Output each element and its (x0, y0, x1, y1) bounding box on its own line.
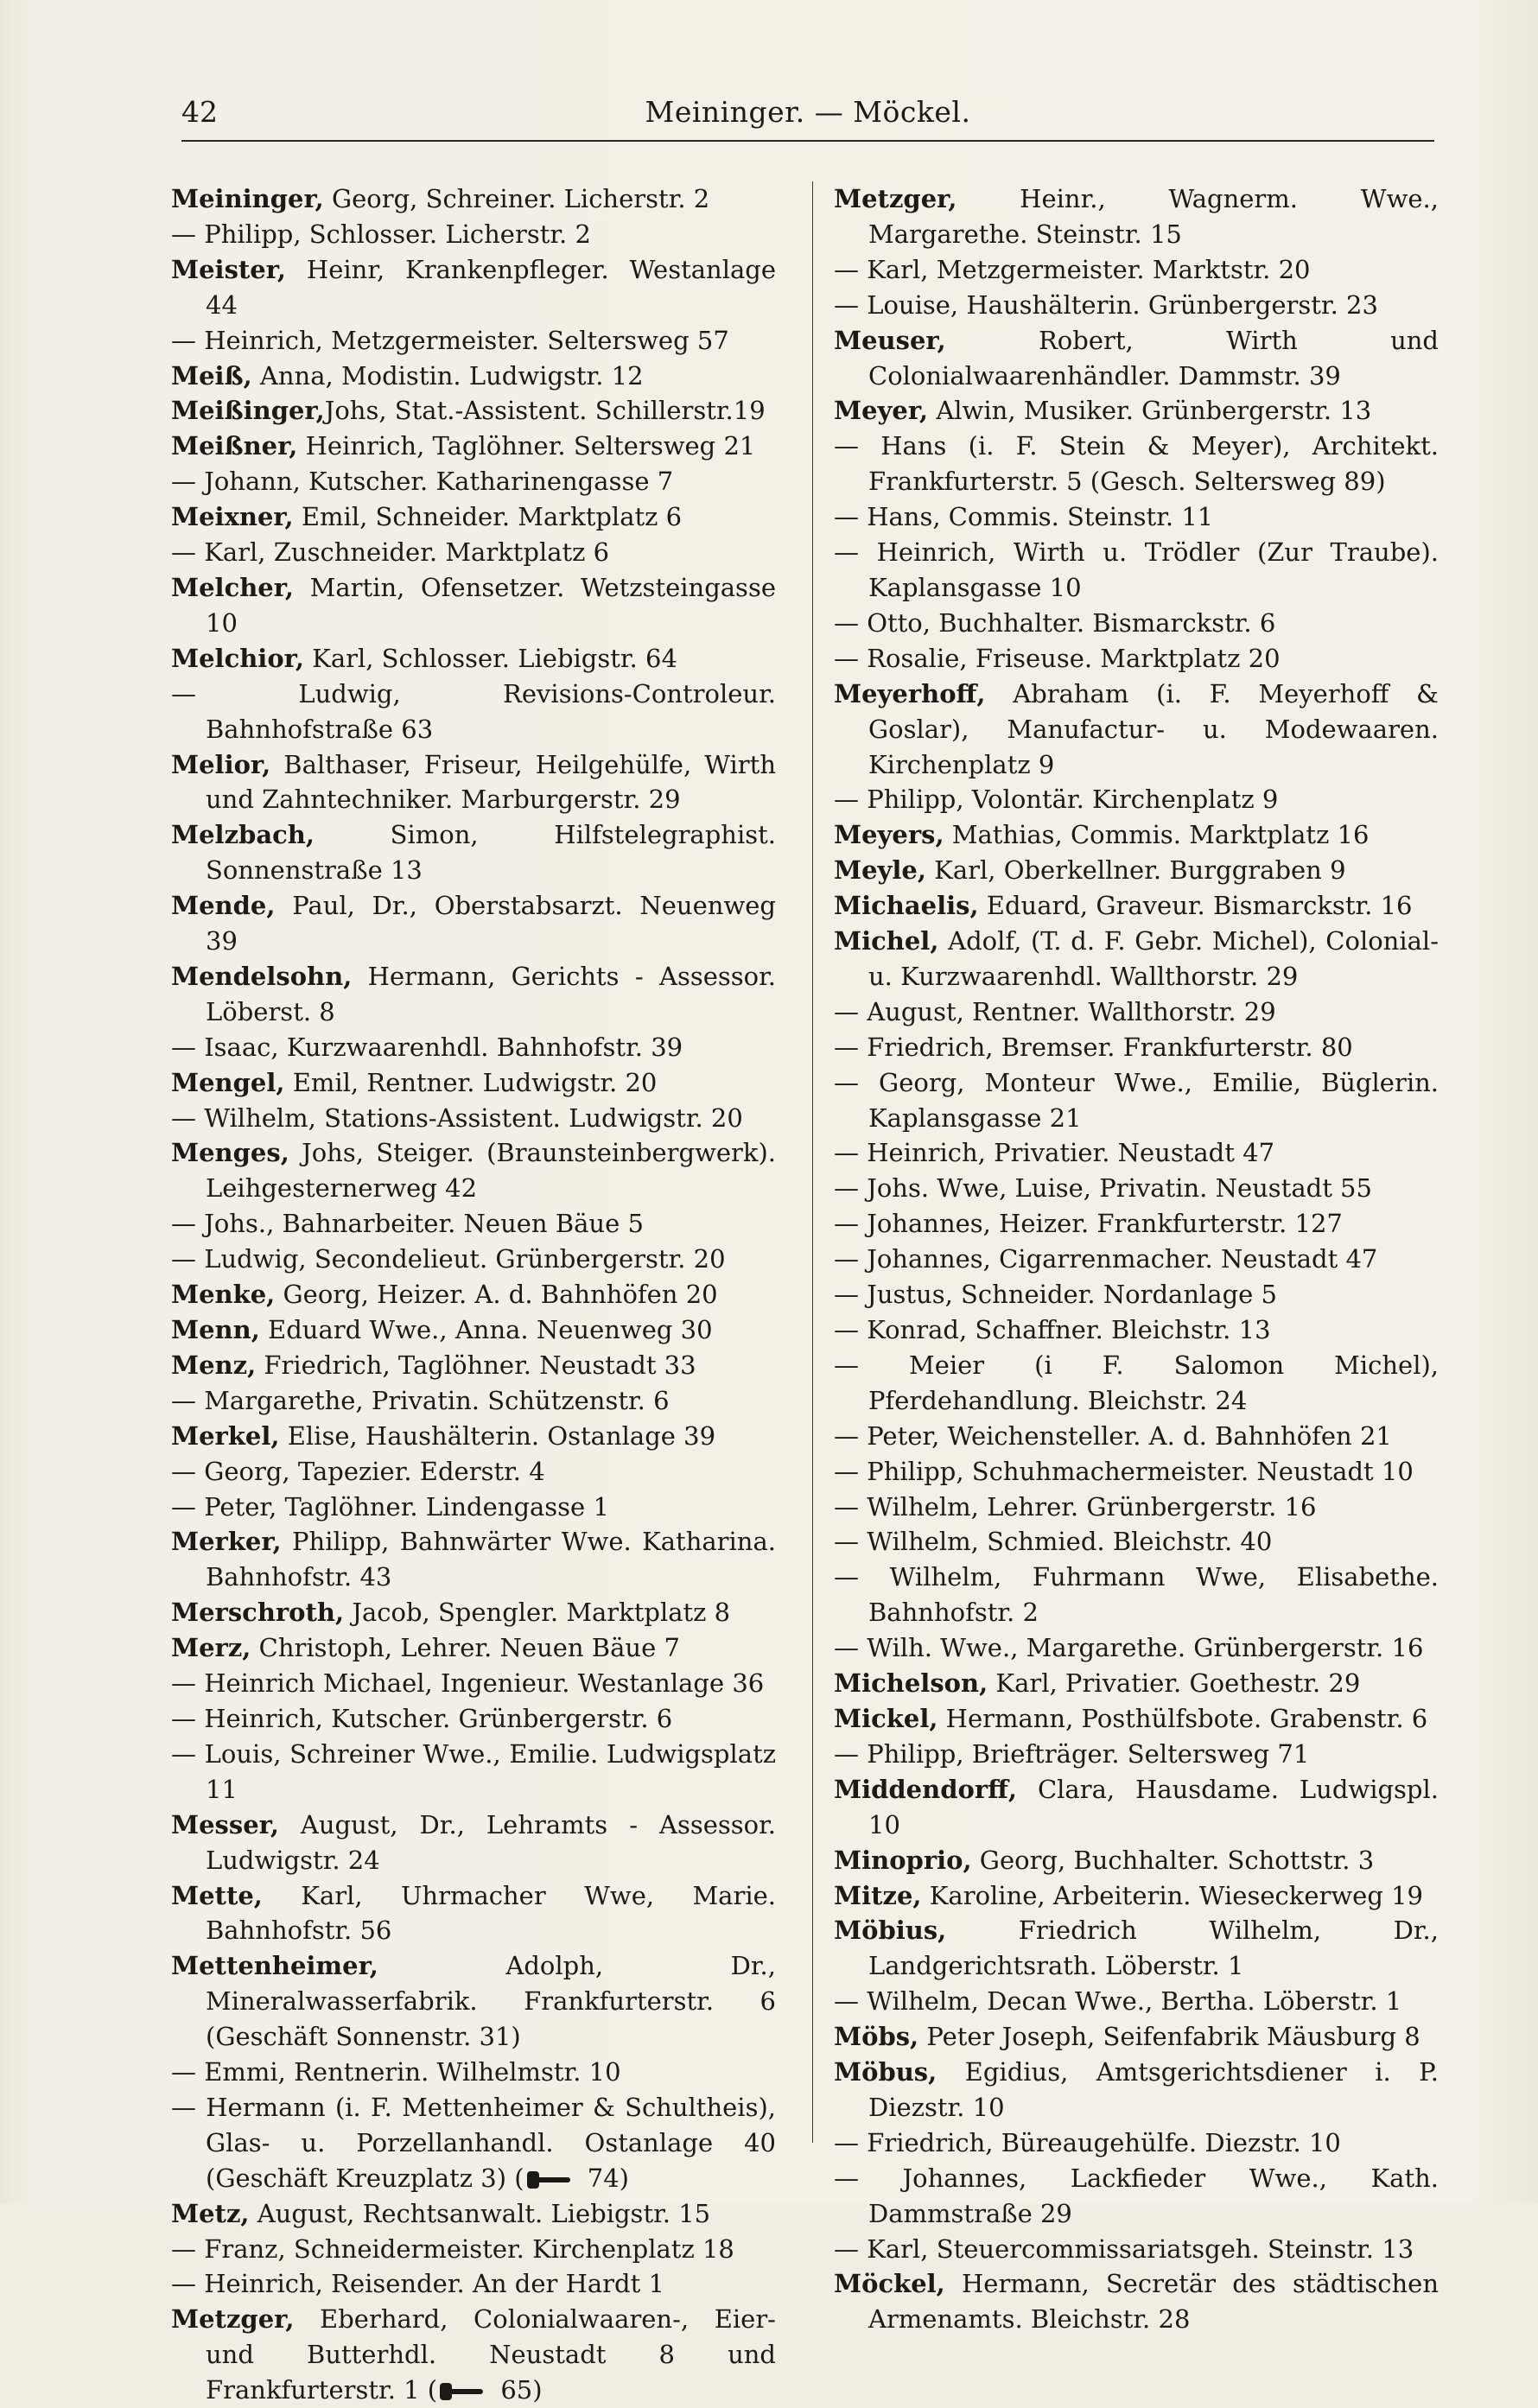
directory-entry (834, 606, 1439, 641)
entry-surname: Meixner, (171, 502, 294, 532)
entry-details: — Rosalie, Friseuse. Marktplatz 20 (834, 643, 1281, 673)
directory-entry (834, 1277, 1439, 1312)
entry-details: Anna, Modistin. Ludwigstr. 12 (251, 360, 644, 391)
entry-details: Simon, Hilfstelegraphist. Sonnenstraße 13 (206, 820, 776, 886)
entry-surname: Merker, (171, 1527, 282, 1557)
directory-entry (171, 677, 776, 747)
entry-details: — Philipp, Volontär. Kirchenplatz 9 (834, 785, 1279, 815)
directory-entry (171, 181, 776, 217)
directory-entry (834, 641, 1439, 677)
entry-surname: Metzger, (834, 184, 957, 213)
entry-details: — Emmi, Rentnerin. Wilhelmstr. 10 (171, 2057, 621, 2087)
entry-surname: Meyer, (834, 396, 929, 426)
directory-entry (834, 782, 1439, 817)
directory-entry (834, 2266, 1439, 2337)
directory-entry (171, 2055, 776, 2090)
directory-entry (171, 1701, 776, 1737)
entry-details: — Louis, Schreiner Wwe., Emilie. Ludwigsplatz 11 (171, 1738, 776, 1804)
page-number: 42 (181, 95, 218, 129)
directory-entry (171, 1312, 776, 1348)
entry-surname: Mende, (171, 891, 276, 921)
directory-entry (834, 1030, 1439, 1065)
entry-surname: Menke, (171, 1280, 276, 1310)
directory-entry (171, 429, 776, 464)
entry-details: Elise, Haushälterin. Ostanlage 39 (279, 1420, 716, 1451)
directory-entry (834, 1312, 1439, 1348)
entry-details: Johs, Stat.-Assistent. Schillerstr.19 (324, 396, 766, 426)
entry-details: — Wilhelm, Fuhrmann Wwe, Elisabethe. Bahnhofstr. 2 (834, 1562, 1439, 1628)
header-rule (181, 140, 1434, 142)
directory-entry (171, 1630, 776, 1666)
entry-details: — Friedrich, Bremser. Frankfurterstr. 80 (834, 1032, 1353, 1062)
entry-details: — Franz, Schneidermeister. Kirchenplatz 18 (171, 2233, 734, 2264)
directory-entry (171, 1101, 776, 1136)
directory-entry (834, 1065, 1439, 1136)
entry-surname: Meuser, (834, 325, 946, 355)
directory-entry (171, 570, 776, 641)
entry-surname: Mickel, (834, 1703, 938, 1733)
entry-details: — Johs., Bahnarbeiter. Neuen Bäue 5 (171, 1209, 644, 1239)
directory-entry (171, 1348, 776, 1383)
entry-details: — Wilh. Wwe., Margarethe. Grünbergerstr. 16 (834, 1633, 1424, 1663)
directory-entry (171, 1135, 776, 1206)
directory-entry (171, 641, 776, 677)
entry-details: Karl, Uhrmacher Wwe, Marie. Bahnhofstr. 56 (206, 1880, 776, 1946)
directory-entry (834, 888, 1439, 924)
entry-surname: Meyers, (834, 820, 944, 850)
entry-surname: Meyle, (834, 855, 926, 886)
entry-details: — Hans, Commis. Steinstr. 11 (834, 502, 1214, 532)
entry-details: — Karl, Steuercommissariatsgeh. Steinstr. 13 (834, 2233, 1414, 2264)
entry-details: Balthaser, Friseur, Heilgehülfe, Wirth und Zahntechniker. Marburgerstr. 29 (206, 749, 776, 815)
directory-entry (171, 1277, 776, 1312)
entry-details: — Wilhelm, Lehrer. Grünbergerstr. 16 (834, 1491, 1317, 1522)
directory-entry (171, 1808, 776, 1878)
directory-entry (171, 217, 776, 252)
directory-entry (171, 1595, 776, 1630)
directory-entry (834, 323, 1439, 394)
directory-entry (171, 817, 776, 888)
directory-entry (834, 2125, 1439, 2161)
entry-details: — August, Rentner. Wallthorstr. 29 (834, 996, 1276, 1026)
entry-details: Georg, Heizer. A. d. Bahnhöfen 20 (275, 1280, 718, 1310)
entry-surname: Merkel, (171, 1420, 280, 1451)
directory-entry (171, 2090, 776, 2196)
column-divider (812, 181, 813, 2143)
running-head: Meininger. — Möckel. (645, 95, 971, 129)
entry-details: Emil, Rentner. Ludwigstr. 20 (284, 1067, 658, 1097)
entry-details: Robert, Wirth und Colonialwaarenhändler. Dammstr. 39 (868, 325, 1439, 391)
directory-entry (834, 994, 1439, 1030)
directory-entry (834, 1524, 1439, 1560)
entry-details: — Georg, Tapezier. Ederstr. 4 (171, 1456, 545, 1486)
entry-surname: Merz, (171, 1633, 251, 1663)
entry-surname: Möbus, (834, 2057, 937, 2087)
directory-entry (171, 1383, 776, 1419)
entry-details: Emil, Schneider. Marktplatz 6 (293, 502, 683, 532)
entry-surname: Mitze, (834, 1880, 922, 1910)
directory-entry (834, 1419, 1439, 1454)
entry-details: — Heinrich, Privatier. Neustadt 47 (834, 1138, 1275, 1168)
entry-details: Eberhard, Colonialwaaren-, Eier- und Butterhdl. Neustadt 8 und Frankfurterstr. 1 ( (206, 2304, 776, 2405)
directory-entry (171, 747, 776, 818)
entry-surname: Middendorff, (834, 1774, 1018, 1804)
entry-details: Adolf, (T. d. F. Gebr. Michel), Colonial- u. Kurzwaarenhdl. Wallthorstr. 29 (868, 926, 1439, 991)
directory-entry (834, 1630, 1439, 1666)
entry-details: Georg, Schreiner. Licherstr. 2 (323, 184, 710, 213)
directory-entry (171, 252, 776, 323)
entry-details: — Hermann (i. F. Mettenheimer & Schultheis), Glas- u. Porzellanhandl. Ostanlage 40 (Geschäft Kreuzplatz 3) ( (171, 2092, 776, 2193)
entry-details: Georg, Buchhalter. Schottstr. 3 (971, 1845, 1375, 1875)
entry-details: Heinrich, Taglöhner. Seltersweg 21 (297, 431, 756, 461)
entry-details: Heinr, Krankenpfleger. Westanlage 44 (206, 254, 776, 320)
entry-details: Paul, Dr., Oberstabsarzt. Neuenweg 39 (206, 891, 776, 956)
directory-entry (834, 1206, 1439, 1242)
directory-entry (834, 1913, 1439, 1984)
directory-entry (171, 499, 776, 535)
entry-surname: Melcher, (171, 572, 295, 602)
directory-entry (171, 1206, 776, 1242)
entry-details: Karl, Privatier. Goethestr. 29 (988, 1668, 1361, 1699)
entry-details: — Heinrich, Reisender. An der Hardt 1 (171, 2269, 664, 2299)
entry-details: — Peter, Weichensteller. A. d. Bahnhöfen 21 (834, 1420, 1392, 1451)
entry-details: — Louise, Haushälterin. Grünbergerstr. 23 (834, 289, 1378, 320)
entry-surname: Melchior, (171, 643, 304, 673)
entry-surname: Mendelsohn, (171, 961, 353, 991)
entry-surname: Meininger, (171, 184, 324, 213)
directory-entry (834, 252, 1439, 288)
entry-details: Karoline, Arbeiterin. Wieseckerweg 19 (921, 1880, 1424, 1910)
directory-entry (834, 2161, 1439, 2232)
directory-entry (834, 535, 1439, 606)
entry-details: — Friedrich, Büreaugehülfe. Diezstr. 10 (834, 2127, 1341, 2157)
directory-entry (171, 1524, 776, 1595)
directory-entry (834, 677, 1439, 783)
entry-details: — Johannes, Heizer. Frankfurterstr. 127 (834, 1209, 1343, 1239)
directory-entry (834, 499, 1439, 535)
page-header (181, 86, 1434, 138)
entry-surname: Meister, (171, 254, 287, 284)
directory-entry (171, 1454, 776, 1490)
directory-entry (171, 2266, 776, 2302)
directory-entry (834, 1490, 1439, 1525)
entry-surname: Mengel, (171, 1067, 285, 1097)
entry-details: — Johannes, Lackfieder Wwe., Kath. Dammstraße 29 (834, 2163, 1439, 2228)
directory-entry (834, 1242, 1439, 1277)
entry-details: Karl, Schlosser. Liebigstr. 64 (303, 643, 677, 673)
right-column (834, 181, 1439, 2337)
directory-entry (834, 393, 1439, 429)
telephone-icon (440, 2382, 490, 2401)
directory-entry (834, 1135, 1439, 1171)
entry-details: Friedrich Wilhelm, Dr., Landgerichtsrath. Löberstr. 1 (868, 1916, 1439, 1981)
entry-surname: Minoprio, (834, 1845, 972, 1875)
entry-surname: Meißner, (171, 431, 298, 461)
entry-details: — Margarethe, Privatin. Schützenstr. 6 (171, 1385, 670, 1415)
entry-details: Johs, Steiger. (Braunsteinbergwerk). Leihgesternerweg 42 (206, 1138, 776, 1204)
entry-details: — Heinrich, Kutscher. Grünbergerstr. 6 (171, 1703, 673, 1733)
entry-details: August, Rechtsanwalt. Liebigstr. 15 (249, 2198, 711, 2228)
entry-surname: Melzbach, (171, 820, 315, 850)
entry-surname: Merschroth, (171, 1598, 345, 1628)
entry-details: — Ludwig, Revisions-Controleur. Bahnhofstraße 63 (171, 678, 776, 744)
entry-details: Eduard, Graveur. Bismarckstr. 16 (978, 891, 1413, 921)
entry-details: Hermann, Posthülfsbote. Grabenstr. 6 (937, 1703, 1428, 1733)
entry-surname: Möbius, (834, 1916, 947, 1946)
entry-surname: Möckel, (834, 2269, 945, 2299)
entry-details: Friedrich, Taglöhner. Neustadt 33 (256, 1350, 696, 1380)
left-column (171, 181, 776, 2408)
entry-details: — Georg, Monteur Wwe., Emilie, Büglerin. Kaplansgasse 21 (834, 1067, 1439, 1133)
entry-details: Clara, Hausdame. Ludwigspl. 10 (868, 1774, 1439, 1839)
directory-entry (834, 181, 1439, 252)
entry-details: Martin, Ofensetzer. Wetzsteingasse 10 (206, 572, 776, 638)
directory-entry (834, 429, 1439, 499)
entry-details: — Philipp, Briefträger. Seltersweg 71 (834, 1738, 1310, 1769)
entry-surname: Messer, (171, 1809, 279, 1839)
directory-entry (834, 1843, 1439, 1878)
entry-details: Mathias, Commis. Marktplatz 16 (944, 820, 1370, 850)
directory-entry (171, 1490, 776, 1525)
directory-entry (834, 2055, 1439, 2125)
directory-entry (171, 2302, 776, 2408)
entry-details: — Heinrich Michael, Ingenieur. Westanlage 36 (171, 1668, 765, 1699)
directory-entry (834, 1171, 1439, 1206)
entry-details: — Konrad, Schaffner. Bleichstr. 13 (834, 1315, 1271, 1344)
entry-details: — Wilhelm, Schmied. Bleichstr. 40 (834, 1527, 1273, 1557)
entry-details: — Hans (i. F. Stein & Meyer), Architekt. Frankfurterstr. 5 (Gesch. Seltersweg 89) (834, 431, 1439, 497)
entry-details: Egidius, Amtsgerichtsdiener i. P. Diezstr. 10 (868, 2057, 1439, 2122)
directory-entry (834, 1737, 1439, 1772)
entry-surname: Meyerhoff, (834, 678, 986, 708)
entry-details: — Meier (i F. Salomon Michel), Pferdehandlung. Bleichstr. 24 (834, 1350, 1439, 1415)
entry-surname: Metz, (171, 2198, 250, 2228)
entry-details: — Philipp, Schuhmachermeister. Neustadt 10 (834, 1456, 1414, 1486)
directory-entry (834, 924, 1439, 994)
entry-details: — Isaac, Kurzwaarenhdl. Bahnhofstr. 39 (171, 1032, 683, 1062)
directory-entry (171, 1242, 776, 1277)
entry-details: Adolph, Dr., Mineralwasserfabrik. Frankfurterstr. 6 (Geschäft Sonnenstr. 31) (206, 1951, 776, 2052)
entry-surname: Möbs, (834, 2022, 919, 2052)
directory-entry (834, 1454, 1439, 1490)
entry-details: — Heinrich, Metzgermeister. Seltersweg 57 (171, 325, 729, 355)
entry-details: — Otto, Buchhalter. Bismarckstr. 6 (834, 607, 1276, 638)
entry-details: — Wilhelm, Decan Wwe., Bertha. Löberstr. 1 (834, 1986, 1402, 2017)
entry-details: — Ludwig, Secondelieut. Grünbergerstr. 20 (171, 1244, 726, 1274)
entry-details: — Karl, Metzgermeister. Marktstr. 20 (834, 254, 1311, 284)
directory-entry (171, 1065, 776, 1101)
directory-entry (171, 1666, 776, 1701)
entry-details: — Philipp, Schlosser. Licherstr. 2 (171, 219, 591, 249)
directory-entry (834, 2232, 1439, 2267)
directory-entry (834, 1984, 1439, 2019)
directory-entry (171, 2196, 776, 2232)
entry-details: August, Dr., Lehramts - Assessor. Ludwigstr. 24 (206, 1809, 776, 1875)
entry-details: — Johannes, Cigarrenmacher. Neustadt 47 (834, 1244, 1378, 1274)
entry-details: Heinr., Wagnerm. Wwe., Margarethe. Steinstr. 15 (868, 184, 1439, 249)
entry-details: — Heinrich, Wirth u. Trödler (Zur Traube). Kaplansgasse 10 (834, 537, 1439, 602)
directory-entry (171, 2232, 776, 2267)
entry-phone-number: 74) (579, 2163, 629, 2193)
directory-entry (834, 2019, 1439, 2055)
entry-surname: Michel, (834, 926, 939, 956)
entry-surname: Menz, (171, 1350, 257, 1380)
entry-details: Peter Joseph, Seifenfabrik Mäusburg 8 (918, 2022, 1420, 2052)
entry-surname: Michaelis, (834, 891, 979, 921)
entry-surname: Mettenheimer, (171, 1951, 378, 1981)
directory-entry (171, 1737, 776, 1808)
directory-entry (834, 1348, 1439, 1419)
directory-entry (171, 323, 776, 359)
entry-details: Karl, Oberkellner. Burggraben 9 (925, 855, 1346, 886)
directory-entry (834, 1878, 1439, 1914)
directory-entry (834, 817, 1439, 853)
entry-details: Abraham (i. F. Meyerhoff & Goslar), Manufactur- u. Modewaaren. Kirchenplatz 9 (868, 678, 1439, 779)
directory-entry (834, 1666, 1439, 1701)
entry-surname: Mette, (171, 1880, 263, 1910)
entry-details: Philipp, Bahnwärter Wwe. Katharina. Bahnhofstr. 43 (206, 1527, 776, 1592)
directory-entry (171, 1419, 776, 1454)
entry-details: Alwin, Musiker. Grünbergerstr. 13 (928, 396, 1372, 426)
directory-entry (171, 888, 776, 959)
directory-entry (171, 1030, 776, 1065)
entry-surname: Meiß, (171, 360, 252, 391)
entry-phone-number: 65) (493, 2375, 543, 2405)
entry-details: Hermann, Gerichts - Assessor. Löberst. 8 (206, 961, 776, 1026)
directory-entry (171, 1948, 776, 2055)
directory-entry (834, 1560, 1439, 1630)
directory-entry (171, 535, 776, 570)
entry-surname: Metzger, (171, 2304, 295, 2335)
directory-entry (834, 1772, 1439, 1843)
entry-details: — Peter, Taglöhner. Lindengasse 1 (171, 1491, 609, 1522)
directory-entry (834, 853, 1439, 888)
directory-entry (171, 359, 776, 394)
directory-entry (834, 288, 1439, 323)
entry-details: — Wilhelm, Stations-Assistent. Ludwigstr. 20 (171, 1102, 743, 1133)
directory-entry (171, 959, 776, 1030)
entry-surname: Michelson, (834, 1668, 988, 1699)
entry-details: — Justus, Schneider. Nordanlage 5 (834, 1280, 1277, 1310)
entry-details: Christoph, Lehrer. Neuen Bäue 7 (251, 1633, 680, 1663)
entry-details: Hermann, Secretär des städtischen Armenamts. Bleichstr. 28 (868, 2269, 1439, 2335)
directory-entry (171, 464, 776, 499)
directory-entry (171, 1878, 776, 1949)
directory-entry (834, 1701, 1439, 1737)
entry-surname: Melior, (171, 749, 271, 779)
entry-details: — Johann, Kutscher. Katharinengasse 7 (171, 467, 674, 497)
entry-details: Eduard Wwe., Anna. Neuenweg 30 (259, 1315, 713, 1344)
entry-surname: Menn, (171, 1315, 260, 1344)
directory-entry (171, 393, 776, 429)
entry-details: — Karl, Zuschneider. Marktplatz 6 (171, 537, 610, 568)
entry-surname: Menges, (171, 1138, 289, 1168)
entry-surname: Meißinger, (171, 396, 325, 426)
telephone-icon (527, 2170, 577, 2189)
entry-details: — Johs. Wwe, Luise, Privatin. Neustadt 55 (834, 1173, 1372, 1204)
entry-details: Jacob, Spengler. Marktplatz 8 (344, 1598, 731, 1628)
